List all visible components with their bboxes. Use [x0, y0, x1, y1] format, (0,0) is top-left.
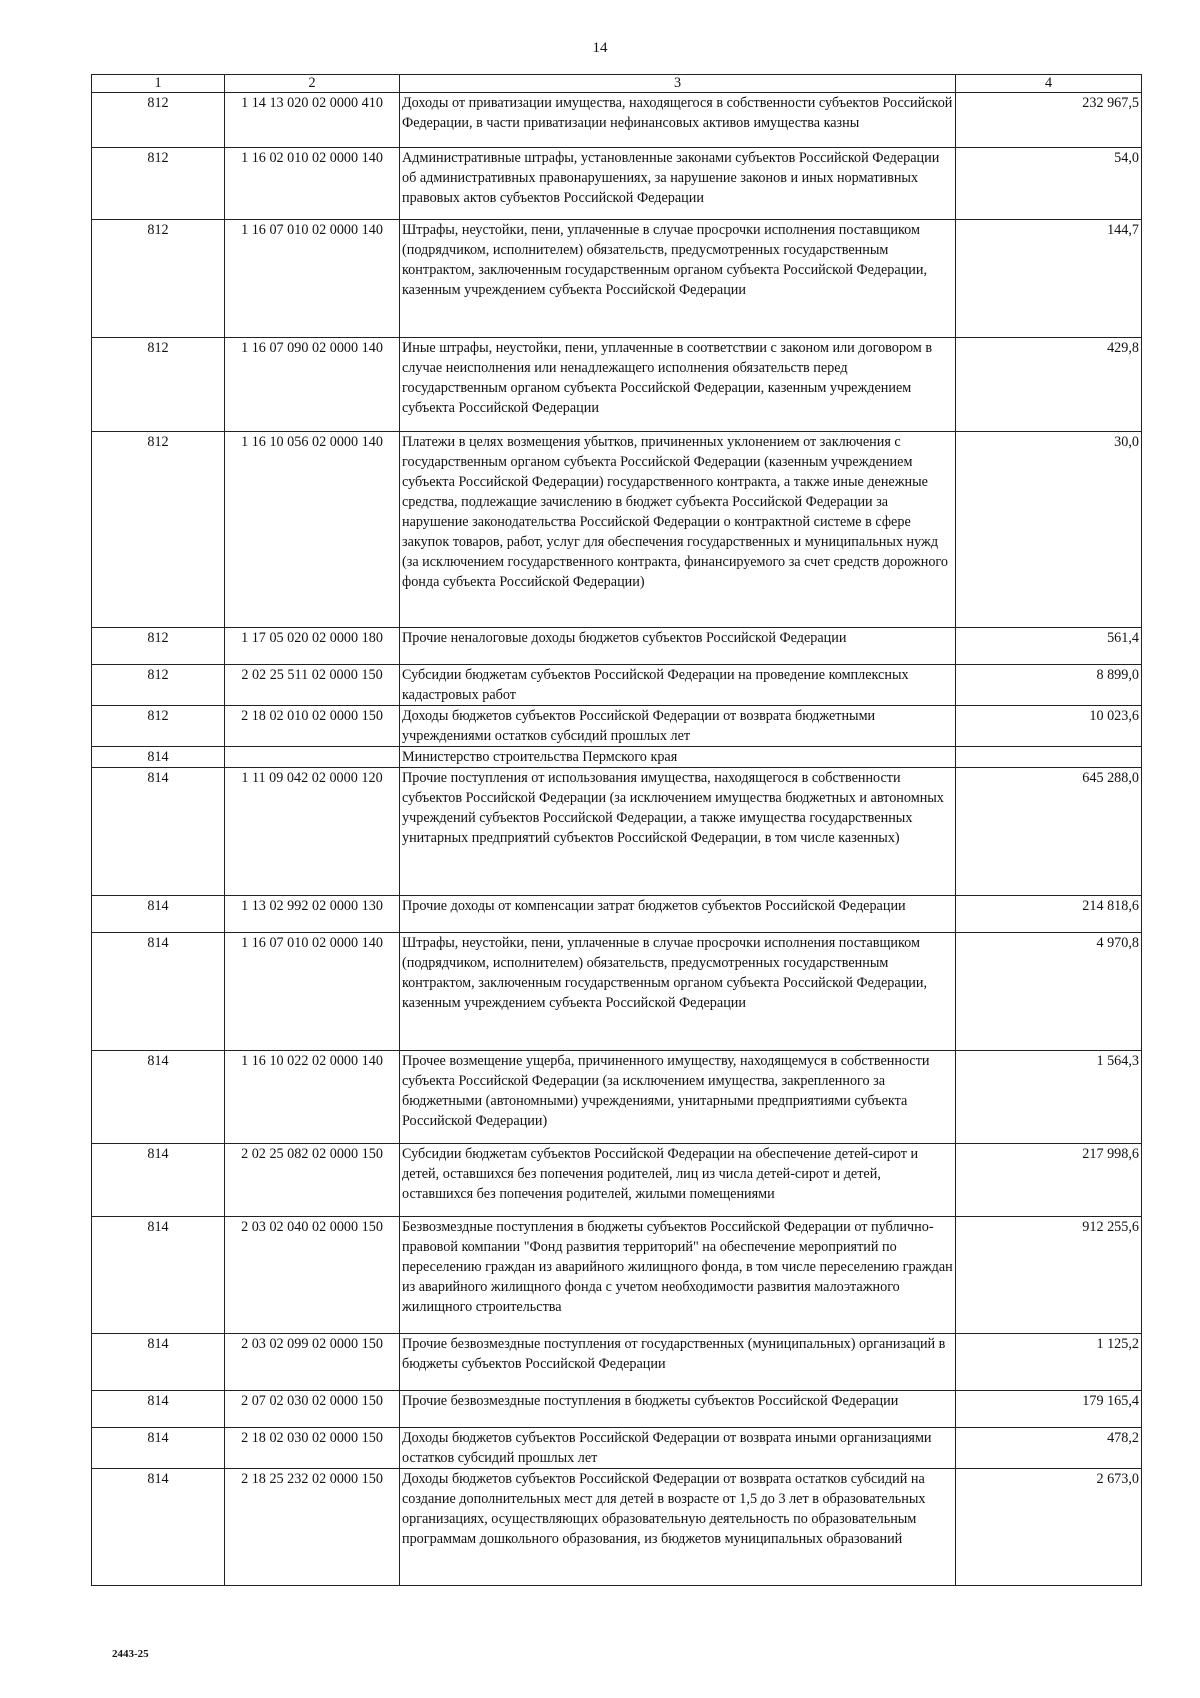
admin-code-cell: 814 — [92, 1391, 225, 1428]
admin-code-cell: 812 — [92, 93, 225, 148]
table-row — [92, 1428, 1142, 1469]
description-cell: Доходы бюджетов субъектов Российской Федерации от возврата остатков субсидий на создание дополнительных мест для детей в возрасте от 1,5 до 3 лет в образовательных организациях, осуществляющих образовательную деятельность по образовательным программам дошкольного образования, из бюджетов муниципальных образований — [400, 1469, 956, 1586]
amount-cell: 144,7 — [956, 220, 1142, 338]
table-row — [92, 1334, 1142, 1391]
description-cell: Прочие безвозмездные поступления в бюджеты субъектов Российской Федерации — [400, 1391, 956, 1428]
column-header-3: 3 — [400, 75, 956, 93]
budget-code-cell: 2 18 02 030 02 0000 150 — [225, 1428, 400, 1469]
admin-code-cell: 814 — [92, 747, 225, 768]
admin-code-cell: 814 — [92, 1144, 225, 1217]
budget-code-cell: 2 02 25 511 02 0000 150 — [225, 665, 400, 706]
description-cell: Платежи в целях возмещения убытков, причиненных уклонением от заключения с государственным органом субъекта Российской Федерации (казенным учреждением субъекта Российской Федерации) государственного контракта, а также иные денежные средства, подлежащие зачислению в бюджет субъекта Российской Федерации за нарушение законодательства Российской Федерации о контрактной системе в сфере закупок товаров, работ, услуг для обеспечения государственных и муниципальных нужд (за исключением государственного контракта, финансируемого за счет средств дорожного фонда субъекта Российской Федерации) — [400, 432, 956, 628]
description-cell: Доходы от приватизации имущества, находящегося в собственности субъектов Российской Федерации, в части приватизации нефинансовых активов имущества казны — [400, 93, 956, 148]
description-cell: Субсидии бюджетам субъектов Российской Федерации на обеспечение детей-сирот и детей, оставшихся без попечения родителей, лиц из числа детей-сирот и детей, оставшихся без попечения родителей, жилыми помещениями — [400, 1144, 956, 1217]
table-row — [92, 747, 1142, 768]
table-row — [92, 1469, 1142, 1586]
description-cell: Доходы бюджетов субъектов Российской Федерации от возврата бюджетными учреждениями остатков субсидий прошлых лет — [400, 706, 956, 747]
budget-code-cell: 1 11 09 042 02 0000 120 — [225, 768, 400, 896]
amount-cell: 1 125,2 — [956, 1334, 1142, 1391]
admin-code-cell: 812 — [92, 706, 225, 747]
budget-code-cell: 1 16 07 090 02 0000 140 — [225, 338, 400, 432]
budget-code-cell: 1 14 13 020 02 0000 410 — [225, 93, 400, 148]
amount-cell: 54,0 — [956, 148, 1142, 220]
document-code: 2443-25 — [112, 1648, 149, 1660]
description-cell: Безвозмездные поступления в бюджеты субъектов Российской Федерации от публично-правовой компании "Фонд развития территорий" на обеспечение мероприятий по переселению граждан из аварийного жилищного фонда, в том числе переселению граждан из аварийного жилищного фонда с учетом необходимости развития малоэтажного жилищного строительства — [400, 1217, 956, 1334]
table-row — [92, 896, 1142, 933]
amount-cell: 4 970,8 — [956, 933, 1142, 1051]
amount-cell — [956, 747, 1142, 768]
description-cell: Штрафы, неустойки, пени, уплаченные в случае просрочки исполнения поставщиком (подрядчиком, исполнителем) обязательств, предусмотренных государственным контрактом, заключенным государственным органом субъекта Российской Федерации, казенным учреждением субъекта Российской Федерации — [400, 933, 956, 1051]
budget-code-cell: 2 07 02 030 02 0000 150 — [225, 1391, 400, 1428]
admin-code-cell: 814 — [92, 1334, 225, 1391]
table-row — [92, 1051, 1142, 1144]
table-row — [92, 1391, 1142, 1428]
description-cell: Прочие поступления от использования имущества, находящегося в собственности субъектов Российской Федерации (за исключением имущества бюджетных и автономных учреждений субъектов Российской Федерации, а также имущества государственных унитарных предприятий субъектов Российской Федерации, в том числе казенных) — [400, 768, 956, 896]
budget-code-cell: 1 16 07 010 02 0000 140 — [225, 220, 400, 338]
header-row — [92, 75, 1142, 93]
budget-code-cell: 1 16 10 056 02 0000 140 — [225, 432, 400, 628]
budget-code-cell: 1 16 07 010 02 0000 140 — [225, 933, 400, 1051]
amount-cell: 179 165,4 — [956, 1391, 1142, 1428]
admin-code-cell: 812 — [92, 432, 225, 628]
page-number: 14 — [592, 40, 608, 56]
budget-code-cell: 1 16 10 022 02 0000 140 — [225, 1051, 400, 1144]
description-cell: Субсидии бюджетам субъектов Российской Федерации на проведение комплексных кадастровых работ — [400, 665, 956, 706]
budget-code-cell: 1 17 05 020 02 0000 180 — [225, 628, 400, 665]
table-body — [92, 93, 1142, 1586]
table-row — [92, 628, 1142, 665]
description-cell: Доходы бюджетов субъектов Российской Федерации от возврата иными организациями остатков субсидий прошлых лет — [400, 1428, 956, 1469]
column-header-1: 1 — [92, 75, 225, 93]
description-cell: Прочее возмещение ущерба, причиненного имуществу, находящемуся в собственности субъекта Российской Федерации (за исключением имущества, закрепленного за бюджетными (автономными) учреждениями, унитарными предприятиями субъекта Российской Федерации) — [400, 1051, 956, 1144]
budget-code-cell: 2 03 02 099 02 0000 150 — [225, 1334, 400, 1391]
table-row — [92, 338, 1142, 432]
admin-code-cell: 812 — [92, 665, 225, 706]
budget-code-cell — [225, 747, 400, 768]
admin-code-cell: 814 — [92, 1217, 225, 1334]
budget-code-cell: 2 02 25 082 02 0000 150 — [225, 1144, 400, 1217]
description-cell: Прочие неналоговые доходы бюджетов субъектов Российской Федерации — [400, 628, 956, 665]
amount-cell: 429,8 — [956, 338, 1142, 432]
amount-cell: 232 967,5 — [956, 93, 1142, 148]
budget-code-cell: 2 18 25 232 02 0000 150 — [225, 1469, 400, 1586]
amount-cell: 2 673,0 — [956, 1469, 1142, 1586]
table-row — [92, 1217, 1142, 1334]
amount-cell: 912 255,6 — [956, 1217, 1142, 1334]
table-row — [92, 933, 1142, 1051]
amount-cell: 561,4 — [956, 628, 1142, 665]
revenue-table — [91, 74, 1142, 1586]
admin-code-cell: 814 — [92, 1051, 225, 1144]
amount-cell: 30,0 — [956, 432, 1142, 628]
table-row — [92, 706, 1142, 747]
amount-cell: 1 564,3 — [956, 1051, 1142, 1144]
admin-code-cell: 812 — [92, 628, 225, 665]
admin-code-cell: 812 — [92, 148, 225, 220]
amount-cell: 478,2 — [956, 1428, 1142, 1469]
description-cell: Штрафы, неустойки, пени, уплаченные в случае просрочки исполнения поставщиком (подрядчиком, исполнителем) обязательств, предусмотренных государственным контрактом, заключенным государственным органом субъекта Российской Федерации, казенным учреждением субъекта Российской Федерации — [400, 220, 956, 338]
amount-cell: 645 288,0 — [956, 768, 1142, 896]
admin-code-cell: 812 — [92, 338, 225, 432]
table-row — [92, 93, 1142, 148]
table-row — [92, 1144, 1142, 1217]
amount-cell: 8 899,0 — [956, 665, 1142, 706]
amount-cell: 10 023,6 — [956, 706, 1142, 747]
budget-code-cell: 2 18 02 010 02 0000 150 — [225, 706, 400, 747]
budget-code-cell: 1 13 02 992 02 0000 130 — [225, 896, 400, 933]
table-row — [92, 148, 1142, 220]
admin-code-cell: 814 — [92, 933, 225, 1051]
table-row — [92, 665, 1142, 706]
admin-code-cell: 814 — [92, 768, 225, 896]
table-row — [92, 768, 1142, 896]
admin-code-cell: 814 — [92, 1428, 225, 1469]
table-row — [92, 432, 1142, 628]
budget-code-cell: 1 16 02 010 02 0000 140 — [225, 148, 400, 220]
amount-cell: 214 818,6 — [956, 896, 1142, 933]
description-cell: Иные штрафы, неустойки, пени, уплаченные в соответствии с законом или договором в случае неисполнения или ненадлежащего исполнения обязательств перед государственным органом субъекта Российской Федерации, казенным учреждением субъекта Российской Федерации — [400, 338, 956, 432]
column-header-4: 4 — [956, 75, 1142, 93]
description-cell: Прочие безвозмездные поступления от государственных (муниципальных) организаций в бюджеты субъектов Российской Федерации — [400, 1334, 956, 1391]
amount-cell: 217 998,6 — [956, 1144, 1142, 1217]
description-cell: Административные штрафы, установленные законами субъектов Российской Федерации об административных правонарушениях, за нарушение законов и иных нормативных правовых актов субъектов Российской Федерации — [400, 148, 956, 220]
admin-code-cell: 814 — [92, 896, 225, 933]
admin-code-cell: 812 — [92, 220, 225, 338]
column-header-2: 2 — [225, 75, 400, 93]
budget-code-cell: 2 03 02 040 02 0000 150 — [225, 1217, 400, 1334]
description-cell: Министерство строительства Пермского края — [400, 747, 956, 768]
description-cell: Прочие доходы от компенсации затрат бюджетов субъектов Российской Федерации — [400, 896, 956, 933]
table-row — [92, 220, 1142, 338]
admin-code-cell: 814 — [92, 1469, 225, 1586]
